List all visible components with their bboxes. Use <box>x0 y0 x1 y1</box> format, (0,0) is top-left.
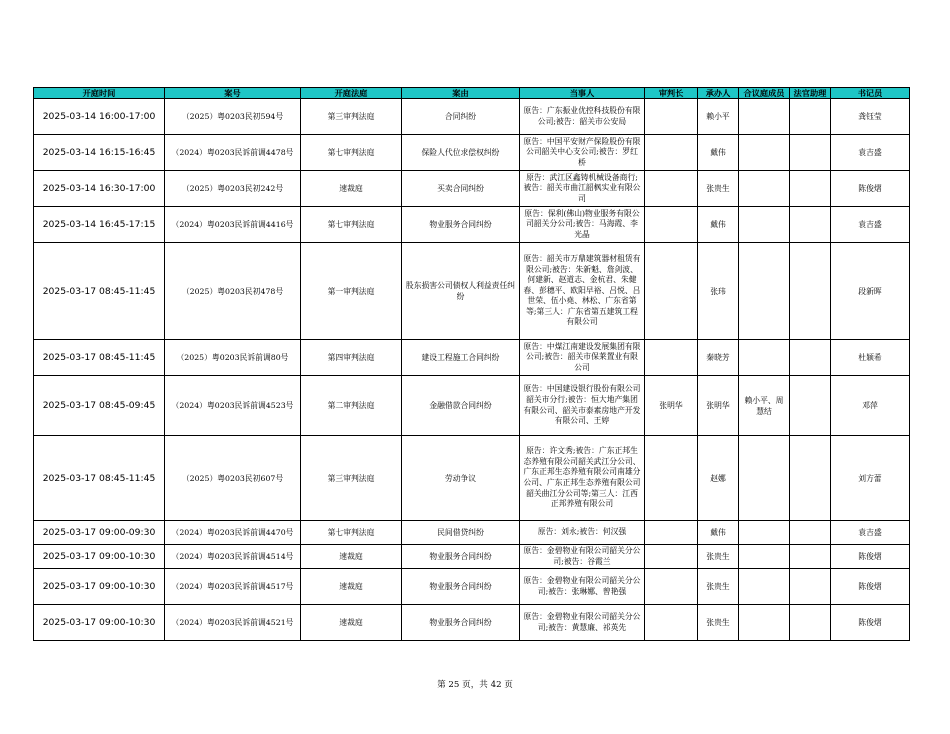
table-body <box>34 99 910 641</box>
cell-parties: 原告：中煤江南建设发展集团有限公司;被告：韶关市保莱置业有限公司 <box>520 340 645 376</box>
table-row <box>34 207 910 243</box>
cell-parties: 原告：金碧物业有限公司韶关分公司;被告：张琳娜、曾艳强 <box>520 569 645 605</box>
cell-panel <box>739 171 790 207</box>
cell-panel: 赖小平、周慧结 <box>739 376 790 436</box>
cell-clerk: 刘方蕾 <box>831 436 910 521</box>
cell-time: 2025-03-17 08:45-11:45 <box>34 436 165 521</box>
cell-clerk: 龚钰莹 <box>831 99 910 135</box>
cell-cause: 物业服务合同纠纷 <box>402 569 520 605</box>
cell-case-no: （2024）粤0203民诉前调4478号 <box>165 135 301 171</box>
cell-assistant <box>790 340 831 376</box>
cell-clerk: 陈俊熠 <box>831 605 910 641</box>
cell-parties: 原告：金碧物业有限公司韶关分公司;被告：谷霞兰 <box>520 545 645 569</box>
cell-cause: 民间借贷纠纷 <box>402 521 520 545</box>
cell-handler: 张贵生 <box>698 545 739 569</box>
header-panel: 合议庭成员 <box>739 88 790 99</box>
cell-panel <box>739 99 790 135</box>
cell-chief-judge <box>645 207 698 243</box>
cell-court: 第四审判法庭 <box>301 340 402 376</box>
cell-assistant <box>790 436 831 521</box>
cell-clerk: 袁吉盛 <box>831 521 910 545</box>
cell-assistant <box>790 521 831 545</box>
cell-cause: 建设工程施工合同纠纷 <box>402 340 520 376</box>
header-chief-judge: 审判长 <box>645 88 698 99</box>
cell-court: 速裁庭 <box>301 545 402 569</box>
table-row <box>34 171 910 207</box>
cell-chief-judge <box>645 545 698 569</box>
cell-handler: 张贵生 <box>698 569 739 605</box>
cell-parties: 原告：保利(佛山)物业服务有限公司韶关分公司;被告：马海霞、李光晶 <box>520 207 645 243</box>
cell-time: 2025-03-17 08:45-11:45 <box>34 243 165 340</box>
cell-assistant <box>790 605 831 641</box>
cell-clerk: 杜颖希 <box>831 340 910 376</box>
cell-case-no: （2024）粤0203民诉前调4521号 <box>165 605 301 641</box>
cell-case-no: （2024）粤0203民诉前调4416号 <box>165 207 301 243</box>
cell-handler: 秦晓芳 <box>698 340 739 376</box>
cell-case-no: （2025）粤0203民初607号 <box>165 436 301 521</box>
cell-parties: 原告：许文秀;被告：广东正邦生态养殖有限公司韶关武江分公司、广东正邦生态养殖有限公司南雄分公司、广东正邦生态养殖有限公司韶关曲江分公司等;第三人：江西正邦养殖有限公司 <box>520 436 645 521</box>
cell-chief-judge <box>645 569 698 605</box>
header-time: 开庭时间 <box>34 88 165 99</box>
cell-chief-judge <box>645 243 698 340</box>
cell-panel <box>739 207 790 243</box>
cell-time: 2025-03-14 16:45-17:15 <box>34 207 165 243</box>
cell-chief-judge <box>645 171 698 207</box>
cell-panel <box>739 243 790 340</box>
header-row <box>34 88 910 99</box>
cell-assistant <box>790 135 831 171</box>
cell-assistant <box>790 171 831 207</box>
cell-time: 2025-03-17 08:45-11:45 <box>34 340 165 376</box>
cell-cause: 保险人代位求偿权纠纷 <box>402 135 520 171</box>
header-case-no: 案号 <box>165 88 301 99</box>
cell-chief-judge <box>645 135 698 171</box>
cell-parties: 原告：中国建设银行股份有限公司韶关市分行;被告：恒大地产集团有限公司、韶关市泰素房地产开发有限公司、王婷 <box>520 376 645 436</box>
cell-assistant <box>790 99 831 135</box>
cell-time: 2025-03-14 16:00-17:00 <box>34 99 165 135</box>
cell-time: 2025-03-17 09:00-10:30 <box>34 545 165 569</box>
cell-panel <box>739 340 790 376</box>
cell-panel <box>739 605 790 641</box>
cell-case-no: （2025）粤0203民初594号 <box>165 99 301 135</box>
cell-time: 2025-03-14 16:15-16:45 <box>34 135 165 171</box>
cell-cause: 物业服务合同纠纷 <box>402 207 520 243</box>
header-court: 开庭法庭 <box>301 88 402 99</box>
table-row <box>34 99 910 135</box>
cell-parties: 原告：金碧物业有限公司韶关分公司;被告：黄慧廉、祁英先 <box>520 605 645 641</box>
cell-clerk: 段新晖 <box>831 243 910 340</box>
table-row <box>34 135 910 171</box>
table-row <box>34 605 910 641</box>
table-row <box>34 243 910 340</box>
cell-court: 第一审判法庭 <box>301 243 402 340</box>
cell-chief-judge <box>645 605 698 641</box>
cell-court: 第三审判法庭 <box>301 436 402 521</box>
cell-case-no: （2025）粤0203民诉前调80号 <box>165 340 301 376</box>
cell-clerk: 陈俊熠 <box>831 171 910 207</box>
cell-court: 第七审判法庭 <box>301 521 402 545</box>
cell-chief-judge <box>645 436 698 521</box>
cell-handler: 张贵生 <box>698 605 739 641</box>
cell-handler: 赵娜 <box>698 436 739 521</box>
cell-panel <box>739 135 790 171</box>
cell-chief-judge <box>645 99 698 135</box>
cell-parties: 原告：刘永;被告：何汉强 <box>520 521 645 545</box>
cell-court: 第三审判法庭 <box>301 99 402 135</box>
cell-court: 第二审判法庭 <box>301 376 402 436</box>
cell-assistant <box>790 243 831 340</box>
cell-assistant <box>790 545 831 569</box>
cell-court: 速裁庭 <box>301 605 402 641</box>
cell-panel <box>739 545 790 569</box>
cell-clerk: 袁吉盛 <box>831 135 910 171</box>
cell-handler: 戴伟 <box>698 135 739 171</box>
cell-handler: 张明华 <box>698 376 739 436</box>
cell-time: 2025-03-14 16:30-17:00 <box>34 171 165 207</box>
cell-panel <box>739 436 790 521</box>
cell-cause: 物业服务合同纠纷 <box>402 545 520 569</box>
header-parties: 当事人 <box>520 88 645 99</box>
header-handler: 承办人 <box>698 88 739 99</box>
cell-cause: 买卖合同纠纷 <box>402 171 520 207</box>
hearing-schedule-table <box>33 87 910 641</box>
table-row <box>34 376 910 436</box>
cell-chief-judge <box>645 340 698 376</box>
header-clerk: 书记员 <box>831 88 910 99</box>
cell-time: 2025-03-17 09:00-10:30 <box>34 605 165 641</box>
cell-cause: 物业服务合同纠纷 <box>402 605 520 641</box>
cell-court: 速裁庭 <box>301 171 402 207</box>
cell-case-no: （2024）粤0203民诉前调4517号 <box>165 569 301 605</box>
cell-panel <box>739 569 790 605</box>
header-cause: 案由 <box>402 88 520 99</box>
cell-parties: 原告：武江区鑫铸机械设备商行;被告：韶关市曲江韶枫实业有限公司 <box>520 171 645 207</box>
cell-cause: 合同纠纷 <box>402 99 520 135</box>
hearing-schedule-sheet <box>33 87 910 641</box>
cell-case-no: （2024）粤0203民诉前调4470号 <box>165 521 301 545</box>
cell-parties: 原告：韶关市万鼎建筑器材租赁有限公司;被告：朱新魁、詹剑波、何建新、赵道志、金杭君、朱健春、彭穗平、欧阳早裕、吕悦、吕世荣、伍小堯、林松、广东省第等;第三人：广东省第五建筑工程有限公司 <box>520 243 645 340</box>
cell-parties: 原告：中国平安财产保险股份有限公司韶关中心支公司;被告：罗红桥 <box>520 135 645 171</box>
cell-court: 第七审判法庭 <box>301 135 402 171</box>
cell-court: 速裁庭 <box>301 569 402 605</box>
cell-time: 2025-03-17 09:00-10:30 <box>34 569 165 605</box>
cell-assistant <box>790 376 831 436</box>
table-row <box>34 569 910 605</box>
cell-time: 2025-03-17 08:45-09:45 <box>34 376 165 436</box>
cell-court: 第七审判法庭 <box>301 207 402 243</box>
cell-assistant <box>790 207 831 243</box>
cell-clerk: 袁吉盛 <box>831 207 910 243</box>
page-number-footer: 第 25 页，共 42 页 <box>437 680 513 690</box>
cell-handler: 戴伟 <box>698 207 739 243</box>
cell-chief-judge: 张明华 <box>645 376 698 436</box>
cell-time: 2025-03-17 09:00-09:30 <box>34 521 165 545</box>
cell-handler: 张贵生 <box>698 171 739 207</box>
cell-clerk: 邓萍 <box>831 376 910 436</box>
cell-case-no: （2024）粤0203民诉前调4523号 <box>165 376 301 436</box>
table-row <box>34 521 910 545</box>
table-row <box>34 436 910 521</box>
cell-case-no: （2024）粤0203民诉前调4514号 <box>165 545 301 569</box>
cell-cause: 劳动争议 <box>402 436 520 521</box>
header-assistant: 法官助理 <box>790 88 831 99</box>
cell-handler: 张玮 <box>698 243 739 340</box>
cell-handler: 戴伟 <box>698 521 739 545</box>
cell-case-no: （2025）粤0203民初478号 <box>165 243 301 340</box>
cell-assistant <box>790 569 831 605</box>
cell-case-no: （2025）粤0203民初242号 <box>165 171 301 207</box>
cell-chief-judge <box>645 521 698 545</box>
cell-clerk: 陈俊熠 <box>831 545 910 569</box>
cell-parties: 原告：广东振业优控科技股份有限公司;被告：韶关市公安局 <box>520 99 645 135</box>
cell-panel <box>739 521 790 545</box>
table-row <box>34 545 910 569</box>
table-row <box>34 340 910 376</box>
cell-clerk: 陈俊熠 <box>831 569 910 605</box>
cell-cause: 股东损害公司债权人利益责任纠纷 <box>402 243 520 340</box>
cell-handler: 赖小平 <box>698 99 739 135</box>
cell-cause: 金融借款合同纠纷 <box>402 376 520 436</box>
